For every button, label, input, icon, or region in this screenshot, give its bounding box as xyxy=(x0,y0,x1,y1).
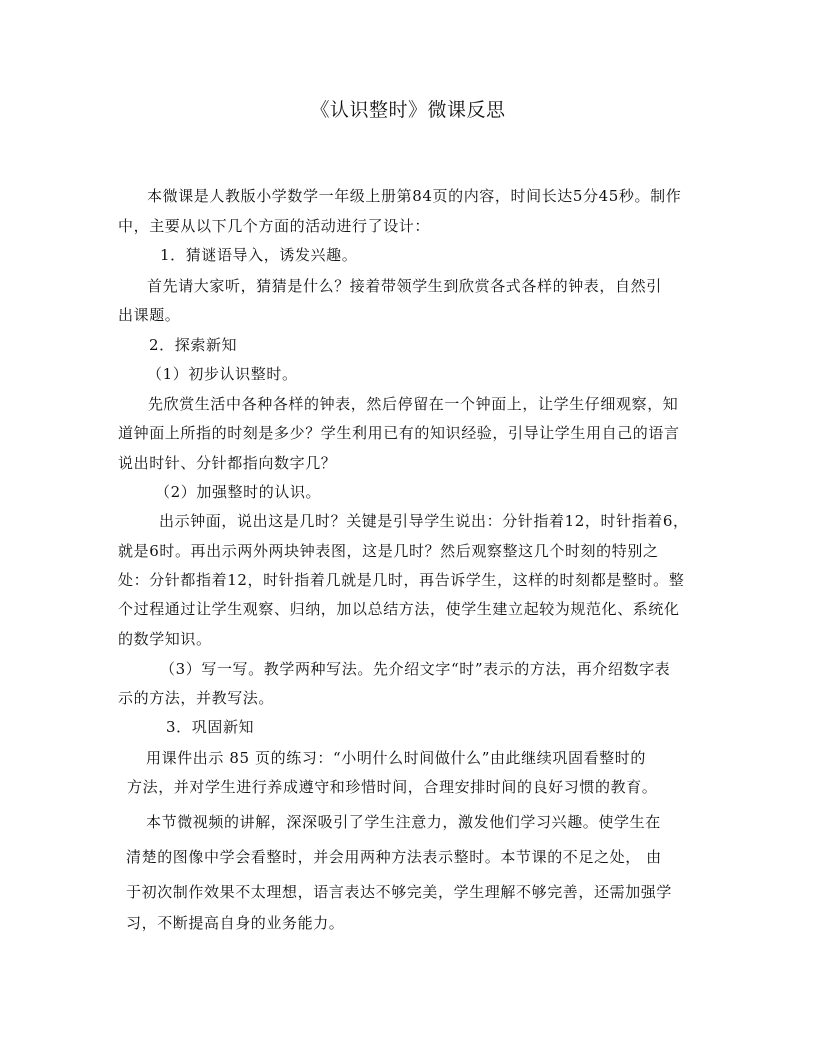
sub-heading: （1）初步认识整时。 xyxy=(147,365,298,383)
paragraph-line: 方法，并对学生进行养成遵守和珍惜时间，合理安排时间的良好习惯的教育。 xyxy=(127,778,658,796)
paragraph-line: 清楚的图像中学会看整时，并会用两种方法表示整时。本节课的不足之处， 由 xyxy=(126,848,662,866)
paragraph-line: 示的方法，并教写法。 xyxy=(118,689,275,707)
paragraph-line: 本微课是人教版小学数学一年级上册第84页的内容，时间长达5分45秒。制作 xyxy=(147,187,682,205)
paragraph-line: 出示钟面，说出这是几时？关键是引导学生说出：分针指着12，时针指着6， xyxy=(159,512,689,530)
paragraph-line: 就是6时。再出示两外两块钟表图，这是几时？然后观察整这几个时刻的特别之 xyxy=(118,542,659,560)
list-heading: 2．探索新知 xyxy=(149,336,238,354)
paragraph-line: 的数学知识。 xyxy=(118,630,212,648)
paragraph-line: 处：分针都指着12，时针指着几就是几时，再告诉学生，这样的时刻都是整时。整 xyxy=(118,571,685,589)
paragraph-line: 于初次制作效果不太理想，语言表达不够完美，学生理解不够完善，还需加强学 xyxy=(126,883,673,901)
list-heading: 1．猜谜语导入，诱发兴趣。 xyxy=(160,246,358,264)
paragraph-line: 说出时针、分针都指向数字几？ xyxy=(118,454,337,472)
paragraph-line: 道钟面上所指的时刻是多少？学生利用已有的知识经验，引导让学生用自己的语言 xyxy=(118,424,680,442)
paragraph-line: 习，不断提高自身的业务能力。 xyxy=(126,914,345,932)
paragraph-line: 用课件出示 85 页的练习：“小明什么时间做什么”由此继续巩固看整时的 xyxy=(146,749,646,767)
paragraph-line: 个过程通过让学生观察、归纳，加以总结方法，使学生建立起较为规范化、系统化 xyxy=(118,600,680,618)
document-title: 《认识整时》微课反思 xyxy=(310,99,506,121)
sub-heading: （2）加强整时的认识。 xyxy=(155,483,322,501)
sub-heading: （3）写一写。教学两种写法。先介绍文字“时”表示的方法，再介绍数字表 xyxy=(160,660,671,678)
paragraph-line: 中，主要从以下几个方面的活动进行了设计： xyxy=(118,217,431,235)
paragraph-line: 出课题。 xyxy=(118,306,181,324)
paragraph-line: 首先请大家听，猜猜是什么？接着带领学生到欣赏各式各样的钟表，自然引 xyxy=(147,277,662,295)
paragraph-line: 先欣赏生活中各种各样的钟表，然后停留在一个钟面上，让学生仔细观察，知 xyxy=(148,395,679,413)
list-heading: 3．巩固新知 xyxy=(166,718,255,736)
paragraph-line: 本节微视频的讲解，深深吸引了学生注意力，激发他们学习兴趣。使学生在 xyxy=(146,813,661,831)
